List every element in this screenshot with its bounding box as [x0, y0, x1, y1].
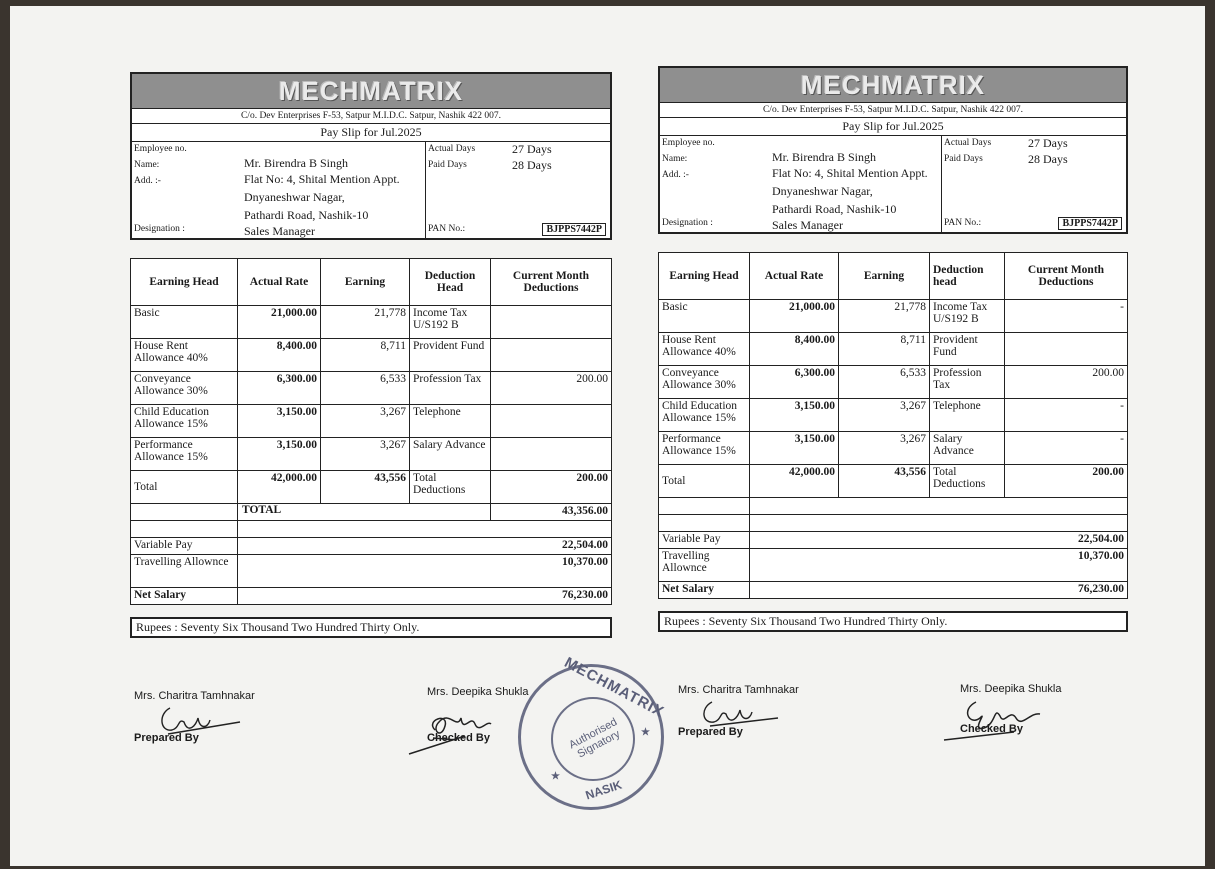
earning-cell: 6,533	[839, 366, 930, 399]
col-earning: Earning	[839, 253, 930, 300]
grand-total-label: TOTAL	[238, 504, 491, 521]
total-rate: 42,000.00	[238, 471, 321, 504]
address-line-3: Pathardi Road, Nashik-10	[772, 202, 897, 216]
deduction-head-cell: Income Tax U/S192 B	[930, 300, 1005, 333]
earning-head-cell: Performance Allowance 15%	[659, 432, 750, 465]
preparer-role: Prepared By	[678, 726, 743, 738]
travelling-row	[131, 555, 612, 588]
rate-cell: 3,150.00	[238, 438, 321, 471]
deduction-amount-cell	[491, 339, 612, 372]
total-label: Total	[131, 471, 238, 504]
paid-days-value: 28 Days	[1028, 152, 1068, 166]
preparer-signature	[690, 694, 790, 734]
earning-head-cell: Conveyance Allowance 30%	[659, 366, 750, 399]
variable-pay-label: Variable Pay	[131, 538, 238, 555]
earning-head-cell: Child Education Allowance 15%	[131, 405, 238, 438]
actual-days-value: 27 Days	[1028, 136, 1068, 150]
designation-value: Sales Manager	[772, 218, 843, 232]
payslip-header	[130, 72, 612, 240]
table-row	[131, 339, 612, 372]
earning-cell: 3,267	[321, 438, 410, 471]
rate-cell: 6,300.00	[750, 366, 839, 399]
col-deduction-head: Deduction head	[930, 253, 1005, 300]
deduction-amount-cell: -	[1005, 399, 1128, 432]
earning-head-cell: Basic	[131, 306, 238, 339]
company-stamp	[518, 654, 668, 810]
table-row	[131, 438, 612, 471]
net-salary-row	[659, 582, 1128, 599]
table-row	[659, 432, 1128, 465]
net-salary-label: Net Salary	[131, 588, 238, 605]
stamp-company-name: MECHMATRIX	[561, 654, 668, 721]
earning-cell: 6,533	[321, 372, 410, 405]
net-salary-value: 76,230.00	[238, 588, 612, 605]
name-label: Name:	[134, 160, 160, 170]
table-row	[659, 300, 1128, 333]
col-actual-rate: Actual Rate	[238, 259, 321, 306]
col-actual-rate: Actual Rate	[750, 253, 839, 300]
pan-label: PAN No.:	[428, 224, 466, 234]
deduction-head-cell: Provident Fund	[410, 339, 491, 372]
actual-days-value: 27 Days	[512, 142, 552, 156]
col-earning-head: Earning Head	[131, 259, 238, 306]
earning-head-cell: House Rent Allowance 40%	[659, 333, 750, 366]
actual-days-label: Actual Days	[944, 138, 992, 148]
col-current-month: Current Month Deductions	[1005, 253, 1128, 300]
pan-label: PAN No.:	[944, 218, 982, 228]
address-line-3: Pathardi Road, Nashik-10	[244, 208, 369, 222]
stamp-city: NASIK	[583, 777, 624, 803]
earning-head-cell: Performance Allowance 15%	[131, 438, 238, 471]
earning-cell: 3,267	[839, 399, 930, 432]
amount-in-words: Rupees : Seventy Six Thousand Two Hundred Thirty Only.	[658, 611, 1128, 632]
checker-name: Mrs. Deepika Shukla	[960, 683, 1062, 695]
total-deductions-value: 200.00	[1005, 465, 1128, 498]
earning-cell: 21,778	[321, 306, 410, 339]
deduction-amount-cell: -	[1005, 300, 1128, 333]
payslip-header	[658, 66, 1128, 234]
deduction-amount-cell	[491, 405, 612, 438]
star-icon: ★	[641, 727, 650, 738]
deduction-head-cell: Provident Fund	[930, 333, 1005, 366]
deduction-amount-cell: 200.00	[1005, 366, 1128, 399]
preparer-name: Mrs. Charitra Tamhnakar	[134, 690, 255, 702]
deduction-head-cell: Salary Advance	[930, 432, 1005, 465]
variable-pay-row	[659, 532, 1128, 549]
rate-cell: 8,400.00	[238, 339, 321, 372]
travelling-row	[659, 549, 1128, 582]
table-row	[659, 366, 1128, 399]
travelling-value: 10,370.00	[238, 555, 612, 588]
table-row	[659, 333, 1128, 366]
total-rate: 42,000.00	[750, 465, 839, 498]
deduction-head-cell: Income Tax U/S192 B	[410, 306, 491, 339]
deduction-head-cell: Telephone	[410, 405, 491, 438]
rate-cell: 21,000.00	[750, 300, 839, 333]
total-label: Total	[659, 465, 750, 498]
pan-value: BJPPS7442P	[542, 223, 606, 236]
net-salary-row	[131, 588, 612, 605]
deduction-head-cell: Profession Tax	[930, 366, 1005, 399]
company-address: C/o. Dev Enterprises F-53, Satpur M.I.D.C. Satpur, Nashik 422 007.	[660, 103, 1126, 118]
preparer-role: Prepared By	[134, 732, 199, 744]
col-current-month: Current Month Deductions	[491, 259, 612, 306]
earnings-table	[658, 252, 1128, 599]
total-earning: 43,556	[321, 471, 410, 504]
net-salary-value: 76,230.00	[750, 582, 1128, 599]
designation-label: Designation :	[134, 224, 185, 234]
star-icon: ★	[551, 771, 560, 782]
table-row	[131, 372, 612, 405]
address-line-1: Flat No: 4, Shital Mention Appt.	[244, 172, 400, 186]
col-deduction-head: Deduction Head	[410, 259, 491, 306]
payslip-left	[130, 72, 612, 638]
checker-name: Mrs. Deepika Shukla	[427, 686, 529, 698]
travelling-label: Travelling Allownce	[659, 549, 750, 582]
company-logo: MECHMATRIX	[132, 74, 610, 109]
table-row	[659, 399, 1128, 432]
rate-cell: 6,300.00	[238, 372, 321, 405]
rate-cell: 3,150.00	[238, 405, 321, 438]
grand-total-row	[131, 504, 612, 521]
earning-cell: 21,778	[839, 300, 930, 333]
rate-cell: 8,400.00	[750, 333, 839, 366]
total-deductions-label: Total Deductions	[930, 465, 1005, 498]
employee-no-label: Employee no.	[134, 144, 187, 154]
earning-head-cell: Basic	[659, 300, 750, 333]
designation-label: Designation :	[662, 218, 713, 228]
payslip-right	[658, 66, 1128, 632]
deduction-amount-cell: 200.00	[491, 372, 612, 405]
col-earning: Earning	[321, 259, 410, 306]
paid-days-value: 28 Days	[512, 158, 552, 172]
employee-name: Mr. Birendra B Singh	[244, 156, 348, 170]
rate-cell: 21,000.00	[238, 306, 321, 339]
address-line-1: Flat No: 4, Shital Mention Appt.	[772, 166, 928, 180]
payslip-title: Pay Slip for Jul.2025	[132, 124, 610, 142]
variable-pay-label: Variable Pay	[659, 532, 750, 549]
table-row	[131, 405, 612, 438]
total-row	[659, 465, 1128, 498]
name-label: Name:	[662, 154, 688, 164]
amount-in-words: Rupees : Seventy Six Thousand Two Hundred Thirty Only.	[130, 617, 612, 638]
table-row	[131, 306, 612, 339]
travelling-value: 10,370.00	[750, 549, 1128, 582]
col-earning-head: Earning Head	[659, 253, 750, 300]
deduction-amount-cell	[491, 306, 612, 339]
deduction-amount-cell	[491, 438, 612, 471]
checker-signature	[405, 700, 505, 760]
earning-head-cell: Child Education Allowance 15%	[659, 399, 750, 432]
checker-signature	[940, 692, 1050, 748]
payslip-title: Pay Slip for Jul.2025	[660, 118, 1126, 136]
variable-pay-value: 22,504.00	[750, 532, 1128, 549]
earning-head-cell: Conveyance Allowance 30%	[131, 372, 238, 405]
company-address: C/o. Dev Enterprises F-53, Satpur M.I.D.C. Satpur, Nashik 422 007.	[132, 109, 610, 124]
address-line-2: Dnyaneshwar Nagar,	[772, 184, 873, 198]
employee-details	[132, 142, 610, 238]
designation-value: Sales Manager	[244, 224, 315, 238]
checker-role: Checked By	[960, 723, 1023, 735]
earning-cell: 8,711	[321, 339, 410, 372]
address-label: Add. :-	[662, 170, 689, 180]
employee-name: Mr. Birendra B Singh	[772, 150, 876, 164]
checker-role: Checked By	[427, 732, 490, 744]
preparer-name: Mrs. Charitra Tamhnakar	[678, 684, 799, 696]
variable-pay-row	[131, 538, 612, 555]
address-line-2: Dnyaneshwar Nagar,	[244, 190, 345, 204]
earning-cell: 8,711	[839, 333, 930, 366]
deduction-head-cell: Salary Advance	[410, 438, 491, 471]
grand-total-value: 43,356.00	[491, 504, 612, 521]
earning-head-cell: House Rent Allowance 40%	[131, 339, 238, 372]
employee-details	[660, 136, 1126, 232]
earning-cell: 3,267	[321, 405, 410, 438]
employee-no-label: Employee no.	[662, 138, 715, 148]
deduction-amount-cell	[1005, 333, 1128, 366]
total-deductions-label: Total Deductions	[410, 471, 491, 504]
rate-cell: 3,150.00	[750, 432, 839, 465]
paid-days-label: Paid Days	[944, 154, 983, 164]
total-earning: 43,556	[839, 465, 930, 498]
deduction-head-cell: Telephone	[930, 399, 1005, 432]
paid-days-label: Paid Days	[428, 160, 467, 170]
stamp-authorised-signatory: Authorised Signatory	[567, 716, 623, 761]
total-row	[131, 471, 612, 504]
variable-pay-value: 22,504.00	[238, 538, 612, 555]
company-logo: MECHMATRIX	[660, 68, 1126, 103]
preparer-signature	[150, 700, 250, 740]
travelling-label: Travelling Allownce	[131, 555, 238, 588]
actual-days-label: Actual Days	[428, 144, 476, 154]
pan-value: BJPPS7442P	[1058, 217, 1122, 230]
rate-cell: 3,150.00	[750, 399, 839, 432]
deduction-amount-cell: -	[1005, 432, 1128, 465]
address-label: Add. :-	[134, 176, 161, 186]
deduction-head-cell: Profession Tax	[410, 372, 491, 405]
earning-cell: 3,267	[839, 432, 930, 465]
total-deductions-value: 200.00	[491, 471, 612, 504]
net-salary-label: Net Salary	[659, 582, 750, 599]
earnings-table	[130, 258, 612, 605]
